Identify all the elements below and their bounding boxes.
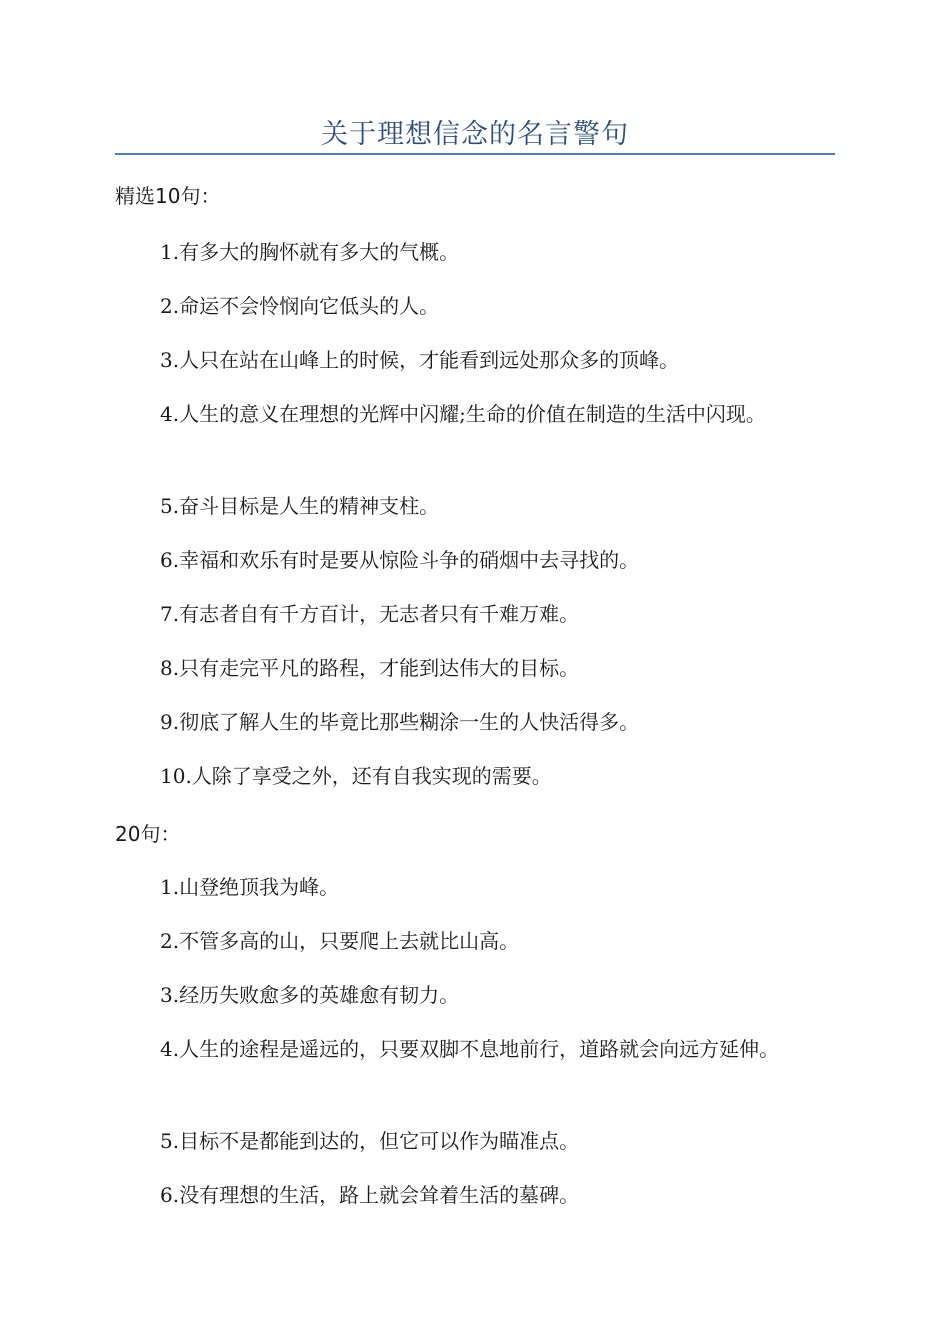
quote-item: 9.彻底了解人生的毕竟比那些糊涂一生的人快活得多。 <box>160 710 640 734</box>
quote-item: 4.人生的途程是遥远的，只要双脚不息地前行，道路就会向远方延伸。 <box>160 1037 780 1061</box>
quote-item: 5.目标不是都能到达的，但它可以作为瞄准点。 <box>160 1129 580 1153</box>
quote-item: 3.人只在站在山峰上的时候，才能看到远处那众多的顶峰。 <box>160 348 680 372</box>
quote-item: 1.有多大的胸怀就有多大的气概。 <box>160 240 460 264</box>
title-underline <box>115 153 835 155</box>
quote-item: 7.有志者自有千方百计，无志者只有千难万难。 <box>160 602 580 626</box>
quote-item: 3.经历失败愈多的英雄愈有韧力。 <box>160 983 460 1007</box>
quote-item: 4.人生的意义在理想的光辉中闪耀;生命的价值在制造的生活中闪现。 <box>160 402 766 426</box>
page-title: 关于理想信念的名言警句 <box>321 119 629 150</box>
quote-item: 6.幸福和欢乐有时是要从惊险斗争的硝烟中去寻找的。 <box>160 548 640 572</box>
quote-item: 8.只有走完平凡的路程，才能到达伟大的目标。 <box>160 656 580 680</box>
quote-item: 2.不管多高的山，只要爬上去就比山高。 <box>160 929 520 953</box>
section-heading-selected-10: 精选10句： <box>115 184 221 208</box>
quote-item: 1.山登绝顶我为峰。 <box>160 875 340 899</box>
section-heading-20: 20句： <box>115 822 181 846</box>
quote-item: 10.人除了享受之外，还有自我实现的需要。 <box>160 764 552 788</box>
quote-item: 2.命运不会怜悯向它低头的人。 <box>160 294 440 318</box>
quote-item: 5.奋斗目标是人生的精神支柱。 <box>160 494 440 518</box>
quote-item: 6.没有理想的生活，路上就会耸着生活的墓碑。 <box>160 1183 580 1207</box>
